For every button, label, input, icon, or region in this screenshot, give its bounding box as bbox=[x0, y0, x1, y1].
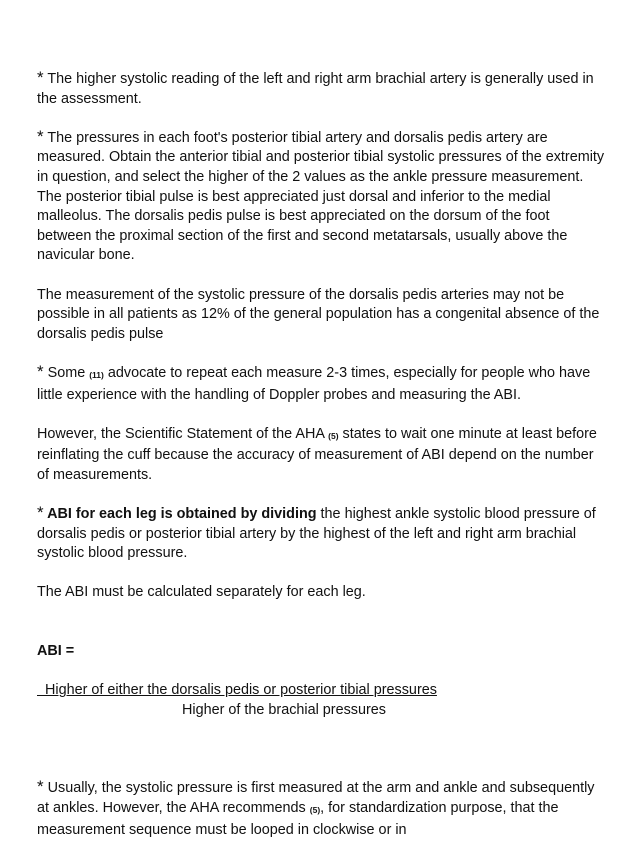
spacer bbox=[37, 623, 607, 643]
formula-label: ABI = bbox=[37, 643, 75, 660]
formula-denominator: Higher of the brachial pressures bbox=[182, 702, 386, 718]
paragraph-repeat-measure bbox=[37, 361, 607, 405]
paragraph-text: the highest ankle systolic blood pressure of dorsalis pedis or posterior tibial artery by the highest of the left and right arm brachial systolic blood pressure. bbox=[37, 506, 596, 562]
paragraph-text: states to wait one minute at least before reinflating the cuff because the accuracy of measurement of ABI depend on the number of measurements. bbox=[37, 425, 597, 483]
paragraph-text: The higher systolic reading of the left and right arm brachial artery is generally used in the assessment. bbox=[37, 71, 594, 107]
paragraph-text: The ABI must be calculated separately for each leg. bbox=[37, 584, 366, 601]
paragraph-foot-pressures bbox=[37, 126, 607, 266]
bullet-star: * bbox=[37, 68, 44, 87]
paragraph-text: However, the Scientific Statement of the AHA bbox=[37, 425, 329, 442]
paragraph-each-leg bbox=[37, 583, 607, 603]
formula-numerator bbox=[37, 681, 607, 701]
paragraph-text: , for standardization purpose, that the measurement sequence must be looped in clockwise or in bbox=[37, 799, 559, 838]
paragraph-aha-statement bbox=[37, 425, 607, 486]
paragraph-dorsalis-absence bbox=[37, 286, 607, 345]
formula-numerator-text: Higher of either the dorsalis pedis or posterior tibial pressures bbox=[37, 682, 437, 699]
paragraph-abi-definition bbox=[37, 505, 607, 564]
reference-marker: (5) bbox=[309, 804, 321, 815]
paragraph-bold-text: ABI for each leg is obtained by dividing bbox=[43, 506, 317, 523]
paragraph-text: The pressures in each foot's posterior tibial artery and dorsalis pedis artery are measured. Obtain the anterior tibial and posterior tibial systolic pressures of the extremity in question, and select the higher of the 2 values as the ankle pressure measurement. The posterior tibial pulse is best appreciated just dorsal and inferior to the medial malleolus. The dorsalis pedis pulse is best appreciated on the dorsum of the foot between the proximal section of the first and second metatarsals, usually above the navicular bone. bbox=[37, 129, 605, 264]
spacer bbox=[37, 721, 607, 741]
bullet-star: * bbox=[37, 777, 44, 797]
reference-marker: (11) bbox=[89, 369, 104, 380]
bullet-star: * bbox=[37, 503, 44, 523]
spacer bbox=[37, 760, 607, 780]
bullet-star: * bbox=[37, 126, 44, 146]
spacer bbox=[37, 740, 607, 760]
paragraph-text: Some bbox=[43, 364, 90, 381]
document-page bbox=[37, 70, 607, 860]
reference-marker: (5) bbox=[328, 430, 339, 441]
paragraph-brachial-reading bbox=[37, 70, 607, 109]
paragraph-text: Usually, the systolic pressure is first measured at the arm and ankle and subsequently at ankles. However, the AHA recommends bbox=[37, 780, 595, 816]
paragraph-measurement-sequence bbox=[37, 779, 607, 840]
bullet-star: * bbox=[37, 361, 44, 381]
paragraph-text: The measurement of the systolic pressure of the dorsalis pedis arteries may not be possible in all patients as 12% of the general population has a congenital absence of the dorsalis pedis pulse bbox=[37, 286, 600, 342]
paragraph-text: advocate to repeat each measure 2-3 times, especially for people who have little experience with the handling of Doppler probes and measuring the ABI. bbox=[37, 364, 591, 403]
